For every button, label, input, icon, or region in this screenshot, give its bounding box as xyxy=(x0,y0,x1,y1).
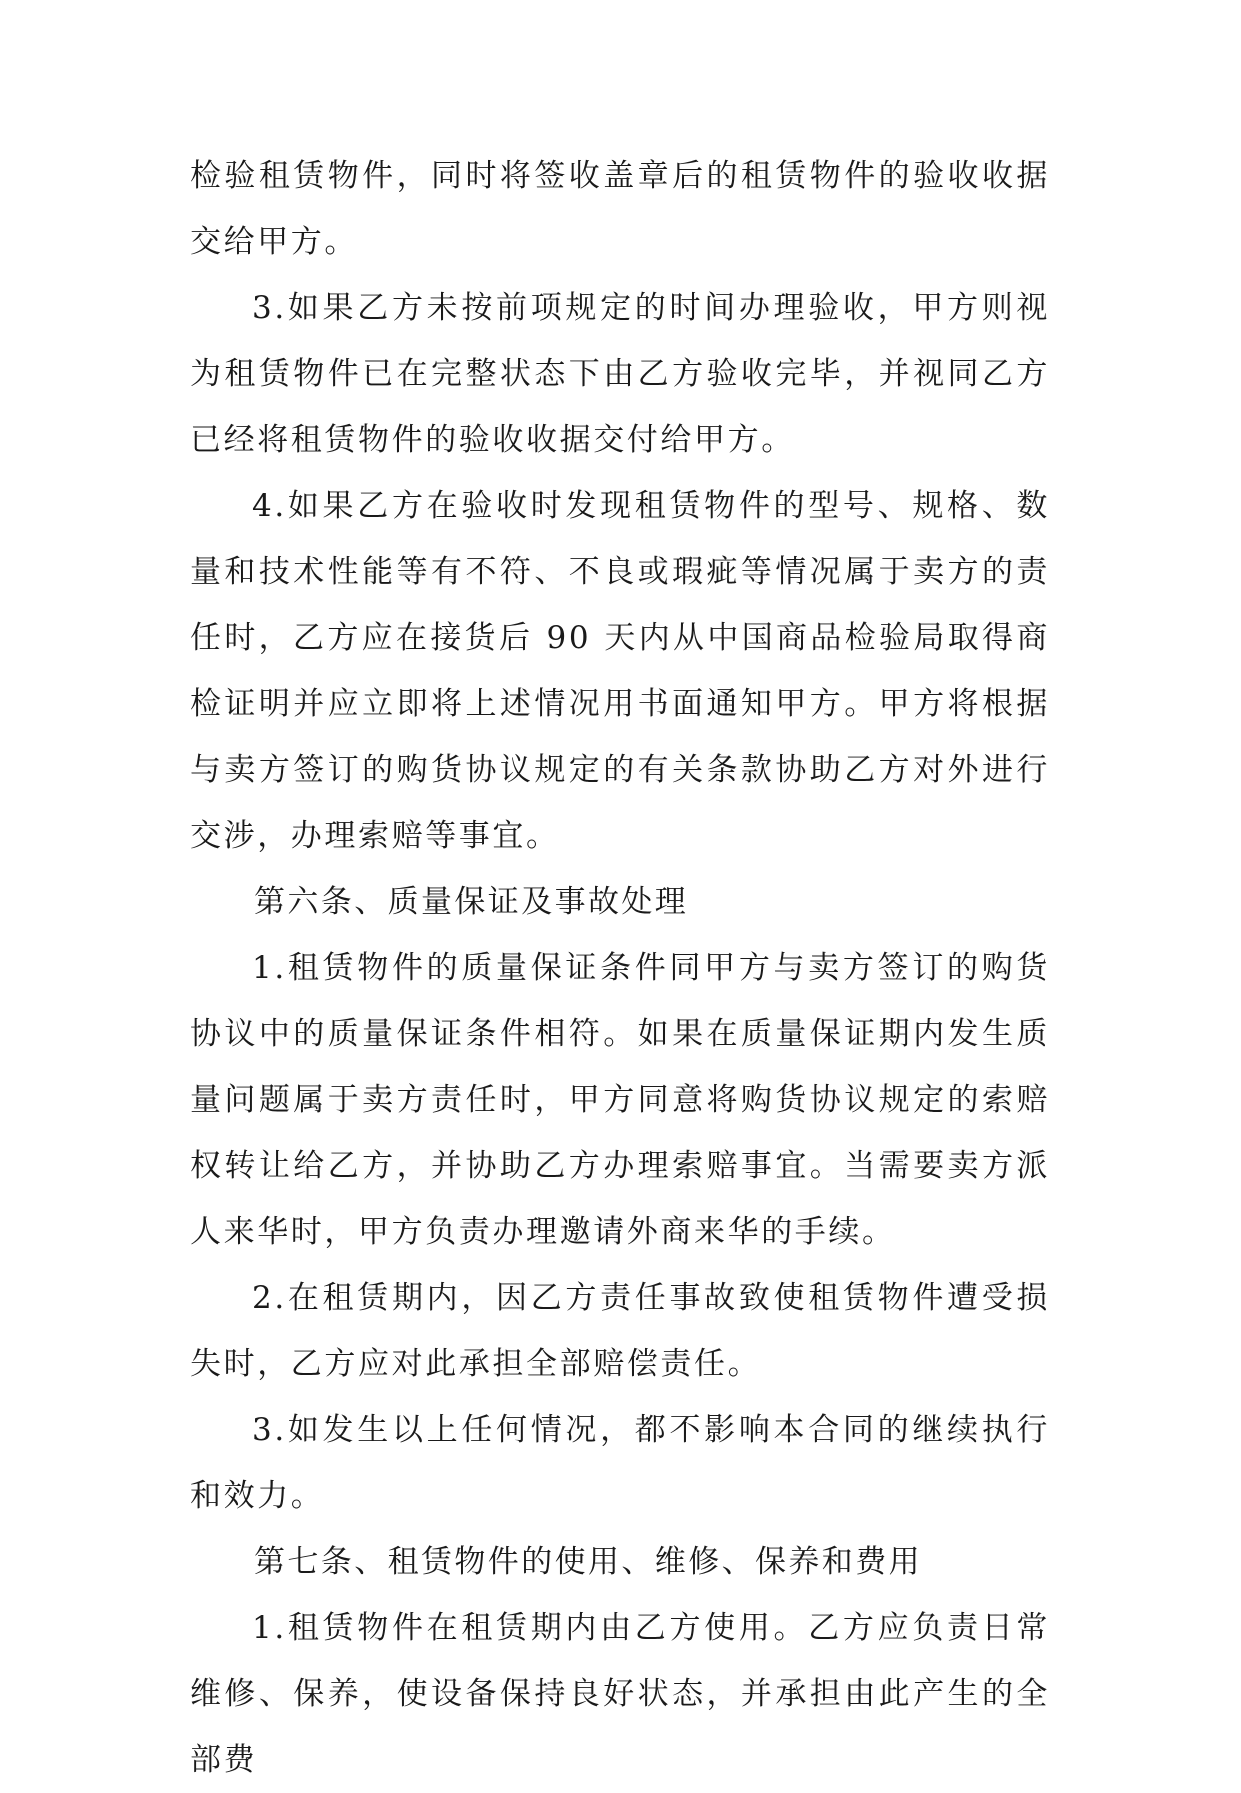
paragraph-clause-6-item-2: 2.在租赁期内，因乙方责任事故致使租赁物件遭受损失时，乙方应对此承担全部赔偿责任。 xyxy=(190,1280,1050,1382)
section-heading-article-6: 第六条、质量保证及事故处理 xyxy=(254,884,689,920)
paragraph-clause-6-item-1: 1.租赁物件的质量保证条件同甲方与卖方签订的购货协议中的质量保证条件相符。如果在质量保证期内发生质量问题属于卖方责任时，甲方同意将购货协议规定的索赔权转让给乙方，并协助乙方办理索赔事宜。当需要卖方派人来华时，甲方负责办理邀请外商来华的手续。 xyxy=(190,950,1050,1250)
document-body xyxy=(190,143,1050,1793)
paragraph-clause-5-item-3: 3.如果乙方未按前项规定的时间办理验收，甲方则视为租赁物件已在完整状态下由乙方验收完毕，并视同乙方已经将租赁物件的验收收据交付给甲方。 xyxy=(190,290,1050,458)
paragraph-acceptance-continuation: 检验租赁物件，同时将签收盖章后的租赁物件的验收收据交给甲方。 xyxy=(190,158,1050,260)
paragraph-clause-6-item-3: 3.如发生以上任何情况，都不影响本合同的继续执行和效力。 xyxy=(190,1412,1050,1514)
paragraph-clause-7-item-1: 1.租赁物件在租赁期内由乙方使用。乙方应负责日常维修、保养，使设备保持良好状态，并承担由此产生的全部费 xyxy=(190,1610,1050,1778)
paragraph-clause-5-item-4: 4.如果乙方在验收时发现租赁物件的型号、规格、数量和技术性能等有不符、不良或瑕疵等情况属于卖方的责任时，乙方应在接货后 90 天内从中国商品检验局取得商检证明并应立即将上述情况用书面通知甲方。甲方将根据与卖方签订的购货协议规定的有关条款协助乙方对外进行交涉，办理索赔等事宜。 xyxy=(190,488,1050,854)
section-heading-article-7: 第七条、租赁物件的使用、维修、保养和费用 xyxy=(254,1544,922,1580)
